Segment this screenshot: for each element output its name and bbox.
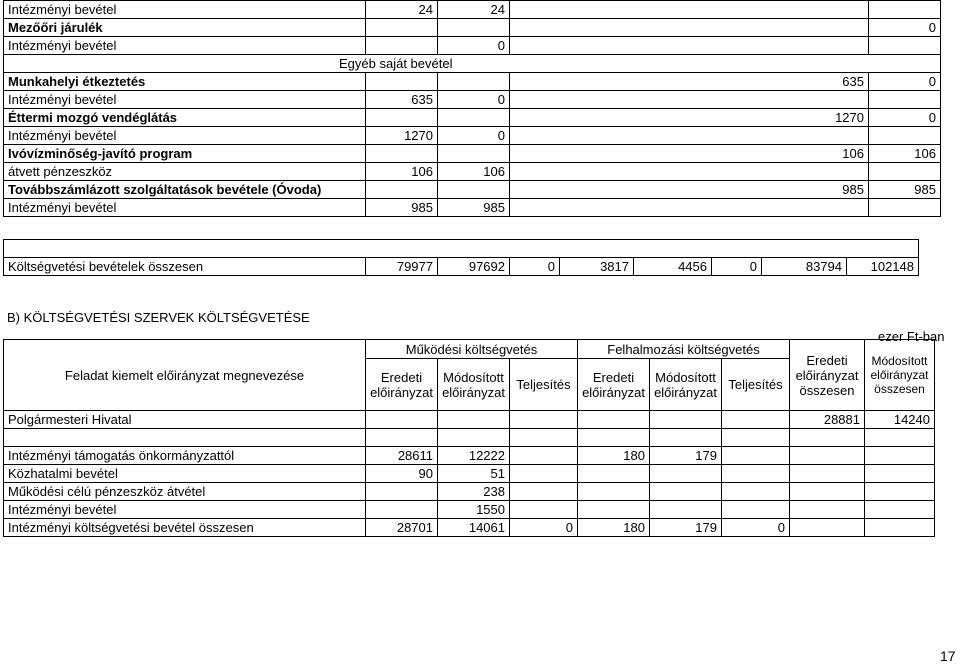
- modified-total-header: Módosított előirányzat összesen: [865, 340, 935, 411]
- value-cell: 28881: [790, 411, 865, 429]
- revenue-row: [4, 55, 941, 73]
- row-label: Működési célú pénzeszköz átvétel: [4, 483, 366, 501]
- row-label: Ivóvízminőség-javító program: [4, 145, 366, 163]
- value-cell: 14240: [865, 411, 935, 429]
- value-cell: 985: [366, 199, 438, 217]
- value-cell: [650, 429, 722, 447]
- value-cell: 985: [510, 181, 869, 199]
- row-label: Egyéb saját bevétel: [4, 55, 941, 73]
- row-label: Intézményi költségvetési bevétel összesen: [4, 519, 366, 537]
- original-header: Eredeti előirányzat: [578, 359, 650, 411]
- value-cell: 83794: [762, 258, 847, 276]
- value-cell: 238: [438, 483, 510, 501]
- budget-row: [4, 483, 935, 501]
- revenue-row: [4, 109, 941, 127]
- value-cell: [865, 429, 935, 447]
- value-cell: [650, 501, 722, 519]
- value-cell: [510, 91, 869, 109]
- row-label: Intézményi bevétel: [4, 127, 366, 145]
- modified-header: Módosított előirányzat: [650, 359, 722, 411]
- row-label: Polgármesteri Hivatal: [4, 411, 366, 429]
- value-cell: [865, 483, 935, 501]
- value-cell: 24: [438, 1, 510, 19]
- value-cell: [790, 501, 865, 519]
- value-cell: 1550: [438, 501, 510, 519]
- value-cell: [722, 501, 790, 519]
- value-cell: [510, 1, 869, 19]
- value-cell: [790, 483, 865, 501]
- value-cell: [865, 447, 935, 465]
- value-cell: [869, 1, 941, 19]
- value-cell: [510, 411, 578, 429]
- value-cell: [438, 411, 510, 429]
- revenue-row: [4, 1, 941, 19]
- value-cell: [366, 19, 438, 37]
- value-cell: [510, 501, 578, 519]
- value-cell: 106: [438, 163, 510, 181]
- value-cell: [790, 429, 865, 447]
- value-cell: [578, 411, 650, 429]
- row-label: [4, 429, 366, 447]
- revenue-row: [4, 19, 941, 37]
- page-number: 17: [940, 648, 956, 664]
- value-cell: [438, 73, 510, 91]
- budget-row: [4, 429, 935, 447]
- value-cell: [510, 465, 578, 483]
- value-cell: 4456: [634, 258, 712, 276]
- row-label: Továbbszámlázott szolgáltatások bevétele (Óvoda): [4, 181, 366, 199]
- budget-row: [4, 447, 935, 465]
- value-cell: 97692: [438, 258, 510, 276]
- value-cell: [510, 429, 578, 447]
- value-cell: 180: [578, 519, 650, 537]
- budget-row: [4, 519, 935, 537]
- value-cell: 179: [650, 447, 722, 465]
- value-cell: [438, 19, 510, 37]
- task-name-header: Feladat kiemelt előirányzat megnevezése: [4, 340, 366, 411]
- value-cell: 635: [366, 91, 438, 109]
- value-cell: 90: [366, 465, 438, 483]
- value-cell: [510, 447, 578, 465]
- budget-organs-table: [3, 339, 935, 537]
- value-cell: [790, 465, 865, 483]
- row-label: Intézményi támogatás önkormányzattól: [4, 447, 366, 465]
- value-cell: [366, 501, 438, 519]
- value-cell: [722, 447, 790, 465]
- value-cell: [578, 501, 650, 519]
- value-cell: [865, 465, 935, 483]
- row-label: Intézményi bevétel: [4, 91, 366, 109]
- value-cell: [510, 199, 869, 217]
- value-cell: 985: [438, 199, 510, 217]
- value-cell: [510, 19, 869, 37]
- value-cell: 0: [510, 258, 560, 276]
- value-cell: [722, 465, 790, 483]
- revenue-row: [4, 91, 941, 109]
- row-label: Munkahelyi étkeztetés: [4, 73, 366, 91]
- value-cell: 0: [438, 127, 510, 145]
- value-cell: [869, 37, 941, 55]
- capital-budget-header: Felhalmozási költségvetés: [578, 340, 790, 359]
- value-cell: [438, 181, 510, 199]
- revenue-row: [4, 163, 941, 181]
- value-cell: [869, 91, 941, 109]
- empty-spacer-row: [4, 240, 919, 258]
- value-cell: 635: [510, 73, 869, 91]
- value-cell: [366, 429, 438, 447]
- value-cell: 0: [869, 19, 941, 37]
- value-cell: 0: [869, 109, 941, 127]
- value-cell: [510, 483, 578, 501]
- budget-row: [4, 465, 935, 483]
- value-cell: [650, 483, 722, 501]
- value-cell: 106: [366, 163, 438, 181]
- revenue-row: [4, 145, 941, 163]
- budget-row: [4, 501, 935, 519]
- value-cell: 12222: [438, 447, 510, 465]
- value-cell: [790, 519, 865, 537]
- value-cell: [722, 483, 790, 501]
- value-cell: [578, 483, 650, 501]
- original-header: Eredeti előirányzat: [366, 359, 438, 411]
- value-cell: [366, 37, 438, 55]
- value-cell: [865, 501, 935, 519]
- value-cell: 180: [578, 447, 650, 465]
- unit-label: ezer Ft-ban: [878, 329, 945, 344]
- value-cell: [790, 447, 865, 465]
- row-label: Mezőőri járulék: [4, 19, 366, 37]
- modified-header: Módosított előirányzat: [438, 359, 510, 411]
- value-cell: 14061: [438, 519, 510, 537]
- value-cell: [366, 73, 438, 91]
- value-cell: [366, 411, 438, 429]
- value-cell: 0: [438, 37, 510, 55]
- value-cell: [865, 519, 935, 537]
- revenue-row: [4, 199, 941, 217]
- value-cell: [510, 37, 869, 55]
- value-cell: [578, 429, 650, 447]
- row-label: Intézményi bevétel: [4, 37, 366, 55]
- value-cell: 28701: [366, 519, 438, 537]
- value-cell: [366, 181, 438, 199]
- value-cell: 0: [438, 91, 510, 109]
- row-label: Közhatalmi bevétel: [4, 465, 366, 483]
- revenue-total-table: [3, 239, 919, 276]
- revenue-row: [4, 127, 941, 145]
- value-cell: 1270: [366, 127, 438, 145]
- row-label: Intézményi bevétel: [4, 199, 366, 217]
- actual-header: Teljesítés: [722, 359, 790, 411]
- value-cell: [366, 483, 438, 501]
- value-cell: 106: [510, 145, 869, 163]
- value-cell: [722, 429, 790, 447]
- actual-header: Teljesítés: [510, 359, 578, 411]
- value-cell: [438, 109, 510, 127]
- value-cell: [366, 145, 438, 163]
- value-cell: 179: [650, 519, 722, 537]
- value-cell: [869, 127, 941, 145]
- value-cell: [438, 145, 510, 163]
- value-cell: 106: [869, 145, 941, 163]
- row-label: Intézményi bevétel: [4, 501, 366, 519]
- value-cell: [650, 411, 722, 429]
- value-cell: [438, 429, 510, 447]
- budget-row: [4, 411, 935, 429]
- value-cell: 0: [722, 519, 790, 537]
- value-cell: 24: [366, 1, 438, 19]
- value-cell: [869, 163, 941, 181]
- value-cell: 3817: [560, 258, 634, 276]
- value-cell: 0: [712, 258, 762, 276]
- value-cell: 0: [510, 519, 578, 537]
- row-label: Költségvetési bevételek összesen: [4, 258, 366, 276]
- operating-budget-header: Működési költségvetés: [366, 340, 578, 359]
- revenue-row: [4, 73, 941, 91]
- value-cell: 51: [438, 465, 510, 483]
- value-cell: [510, 127, 869, 145]
- row-label: Éttermi mozgó vendéglátás: [4, 109, 366, 127]
- row-label: átvett pénzeszköz: [4, 163, 366, 181]
- section-title: B) KÖLTSÉGVETÉSI SZERVEK KÖLTSÉGVETÉSE: [7, 310, 310, 325]
- value-cell: 79977: [366, 258, 438, 276]
- revenue-row: [4, 37, 941, 55]
- value-cell: [869, 199, 941, 217]
- value-cell: 1270: [510, 109, 869, 127]
- value-cell: 102148: [847, 258, 919, 276]
- row-label: Intézményi bevétel: [4, 1, 366, 19]
- value-cell: 0: [869, 73, 941, 91]
- revenue-row: [4, 181, 941, 199]
- revenue-table-top: [3, 0, 941, 217]
- value-cell: [650, 465, 722, 483]
- value-cell: [722, 411, 790, 429]
- header-row-groups: [4, 340, 935, 359]
- value-cell: [366, 109, 438, 127]
- total-revenue-row: [4, 258, 919, 276]
- value-cell: 28611: [366, 447, 438, 465]
- value-cell: [510, 163, 869, 181]
- original-total-header: Eredeti előirányzat összesen: [790, 340, 865, 411]
- value-cell: 985: [869, 181, 941, 199]
- value-cell: [578, 465, 650, 483]
